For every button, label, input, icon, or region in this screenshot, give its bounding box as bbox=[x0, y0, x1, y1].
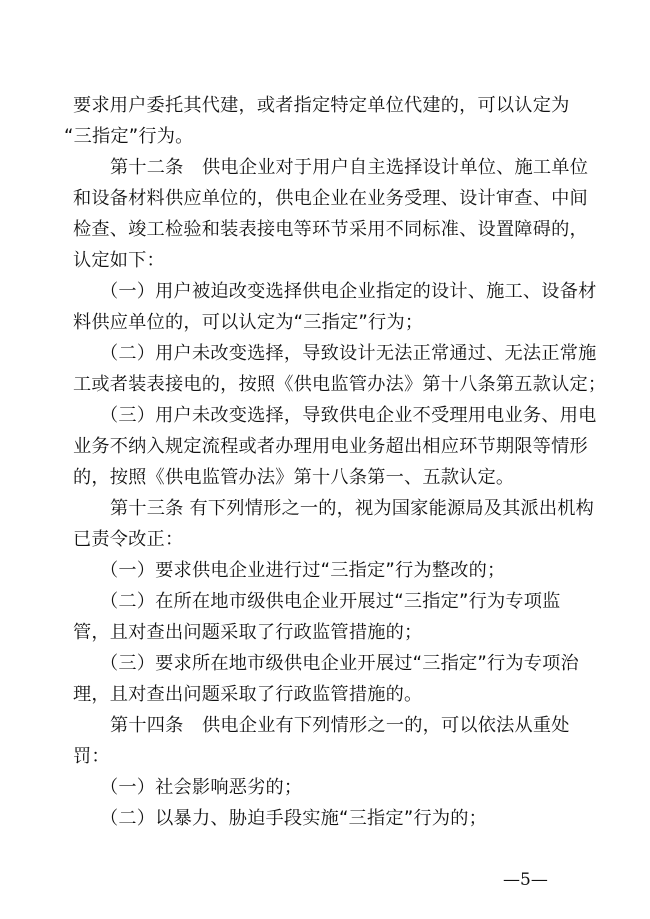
text-line: 认定如下： bbox=[73, 250, 165, 271]
text-line: 第十四条 供电企业有下列情形之一的，可以依法从重处 bbox=[110, 715, 570, 736]
text-line: 第十二条 供电企业对于用户自主选择设计单位、施工单位 bbox=[110, 157, 589, 178]
text-line: （三）要求所在地市级供电企业开展过“三指定”行为专项治 bbox=[100, 653, 579, 674]
text-line: 检查、竣工检验和装表接电等环节采用不同标准、设置障碍的， bbox=[73, 219, 588, 240]
text-line: （二）用户未改变选择，导致设计无法正常通过、无法正常施 bbox=[100, 343, 597, 364]
text-line: 管，且对查出问题采取了行政监管措施的； bbox=[73, 622, 423, 643]
text-line: 已责令改正： bbox=[73, 529, 184, 550]
text-line: 工或者装表接电的，按照《供电监管办法》第十八条第五款认定； bbox=[73, 374, 607, 395]
text-line: 的，按照《供电监管办法》第十八条第一、五款认定。 bbox=[73, 467, 515, 488]
text-line: （三）用户未改变选择，导致供电企业不受理用电业务、用电 bbox=[100, 405, 597, 426]
text-line: 罚： bbox=[73, 746, 110, 767]
text-line: 和设备材料供应单位的，供电企业在业务受理、设计审查、中间 bbox=[73, 188, 588, 209]
text-line: （一）用户被迫改变选择供电企业指定的设计、施工、设备材 bbox=[100, 281, 597, 302]
text-line: “三指定”行为。 bbox=[64, 126, 194, 147]
text-line: 业务不纳入规定流程或者办理用电业务超出相应环节期限等情形 bbox=[73, 436, 588, 457]
page-number: —5— bbox=[503, 870, 548, 890]
text-line: （一）社会影响恶劣的； bbox=[100, 777, 303, 798]
text-line: 料供应单位的，可以认定为“三指定”行为； bbox=[73, 312, 424, 333]
text-line: 要求用户委托其代建，或者指定特定单位代建的，可以认定为 bbox=[73, 95, 570, 116]
text-line: （一）要求供电企业进行过“三指定”行为整改的； bbox=[100, 560, 506, 581]
text-line: 理，且对查出问题采取了行政监管措施的。 bbox=[73, 684, 423, 705]
text-line: 第十三条 有下列情形之一的，视为国家能源局及其派出机构 bbox=[110, 498, 595, 519]
text-line: （二）以暴力、胁迫手段实施“三指定”行为的； bbox=[100, 808, 487, 829]
text-line: （二）在所在地市级供电企业开展过“三指定”行为专项监 bbox=[100, 591, 561, 612]
